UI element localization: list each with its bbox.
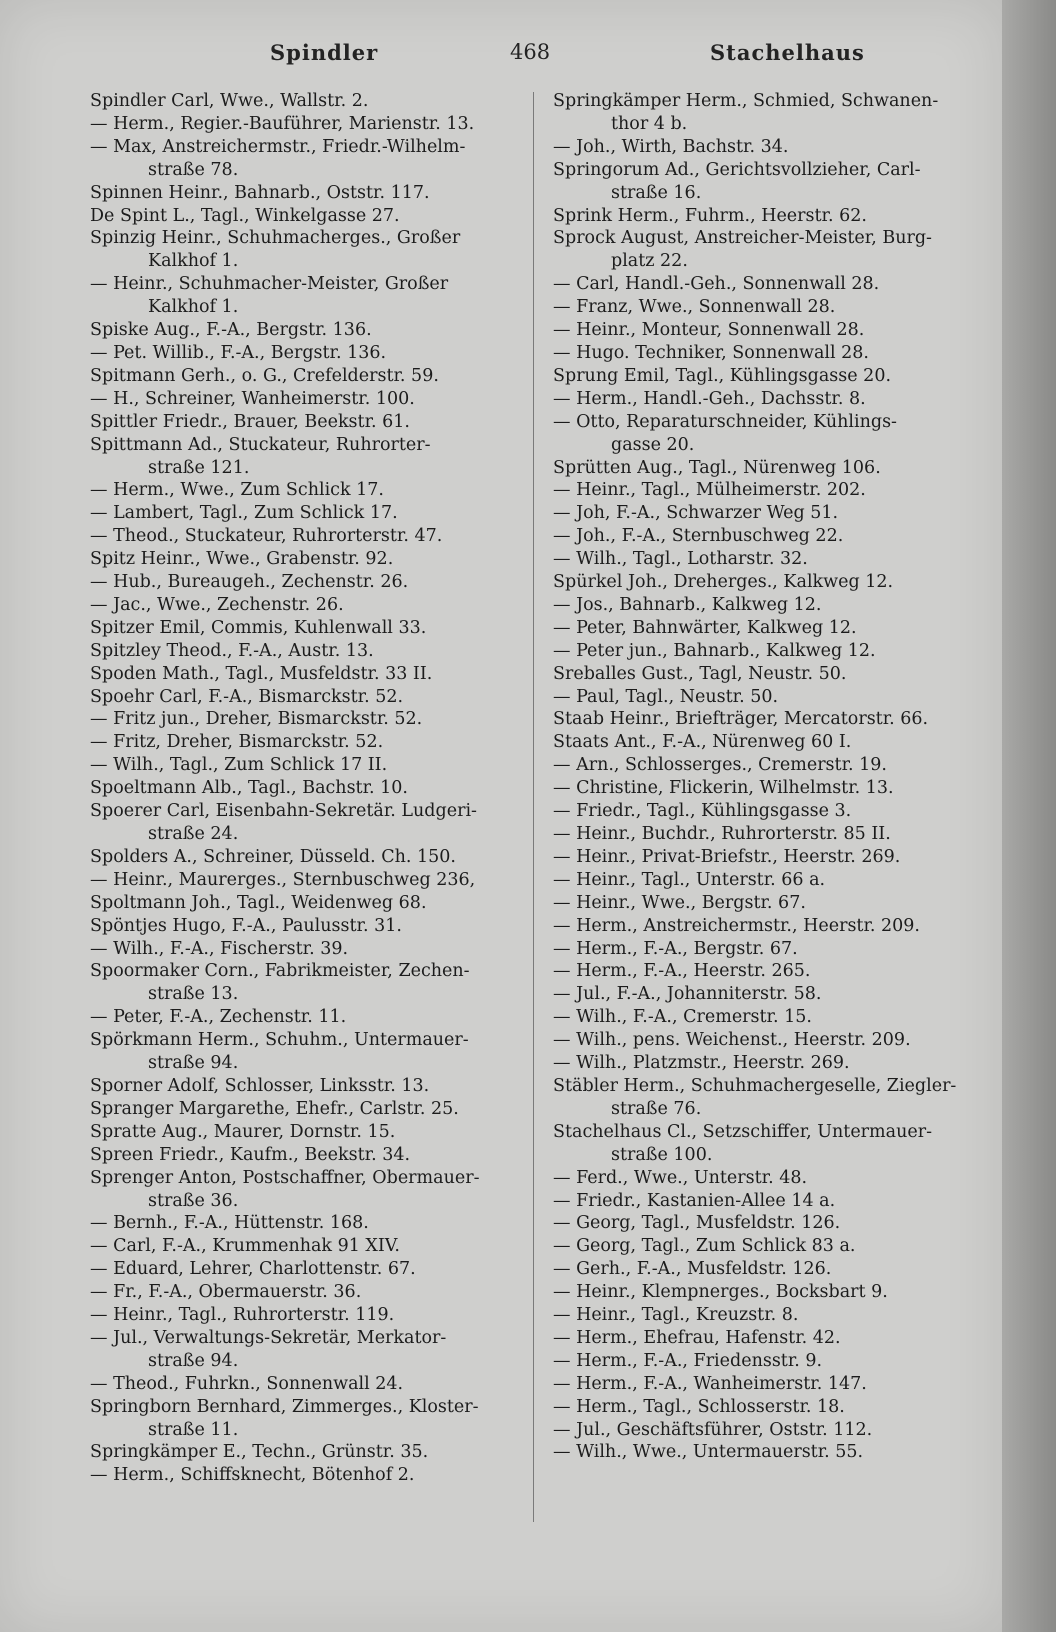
entry-line: Spreen Friedr., Kaufm., Beekstr. 34. <box>90 1144 411 1165</box>
entry-line: — H., Schreiner, Wanheimerstr. 100. <box>90 388 415 409</box>
entry-line: — Wilh., F.-A., Fischerstr. 39. <box>90 938 349 959</box>
entry-continuation: straße 94. <box>148 1350 239 1371</box>
directory-entry <box>553 1029 995 1052</box>
entry-line: Spoden Math., Tagl., Musfeldstr. 33 II. <box>90 663 433 684</box>
entry-line: Spittmann Ad., Stuckateur, Ruhrorter- <box>90 434 431 455</box>
directory-entry <box>553 663 995 686</box>
right-column <box>553 90 995 1464</box>
entry-continuation: straße 100. <box>611 1144 713 1165</box>
directory-entry <box>90 1235 532 1258</box>
directory-entry <box>90 1144 532 1167</box>
entry-line: — Peter, F.-A., Zechenstr. 11. <box>90 1007 347 1028</box>
directory-entry <box>553 1006 995 1029</box>
directory-entry <box>90 617 532 640</box>
entry-line: Sprock August, Anstreicher-Meister, Burg- <box>553 228 932 249</box>
entry-line: Spolders A., Schreiner, Düsseld. Ch. 150. <box>90 846 456 867</box>
directory-entry <box>553 1441 995 1464</box>
entry-line: Spoehr Carl, F.-A., Bismarckstr. 52. <box>90 686 404 707</box>
directory-entry <box>90 1464 532 1487</box>
page-number: 468 <box>510 40 551 64</box>
entry-line: — Herm., Anstreichermstr., Heerstr. 209. <box>553 915 920 936</box>
directory-entry <box>553 846 995 869</box>
directory-entry <box>90 663 532 686</box>
directory-entry <box>90 434 532 480</box>
directory-entry <box>553 617 995 640</box>
entry-line: Spöntjes Hugo, F.-A., Paulusstr. 31. <box>90 915 402 936</box>
entry-line: Staab Heinr., Briefträger, Mercatorstr. 66. <box>553 709 929 730</box>
directory-entry <box>90 708 532 731</box>
entry-continuation: straße 24. <box>148 824 239 844</box>
entry-line: Spindler Carl, Wwe., Wallstr. 2. <box>90 91 369 111</box>
directory-entry <box>90 731 532 754</box>
entry-line: — Jul., F.-A., Johanniterstr. 58. <box>553 984 822 1005</box>
directory-entry <box>90 548 532 571</box>
directory-entry <box>90 960 532 1006</box>
directory-entry <box>90 800 532 846</box>
entry-line: Spranger Margarethe, Ehefr., Carlstr. 25. <box>90 1098 459 1119</box>
entry-continuation: platz 22. <box>611 251 688 272</box>
directory-entry <box>90 1396 532 1442</box>
entry-continuation: straße 76. <box>611 1098 702 1119</box>
entry-continuation: straße 36. <box>148 1190 239 1211</box>
directory-entry <box>90 594 532 617</box>
entry-line: Spoormaker Corn., Fabrikmeister, Zechen- <box>90 961 470 982</box>
entry-continuation: straße 13. <box>148 984 239 1005</box>
directory-entry <box>553 411 995 457</box>
entry-line: — Herm., Wwe., Zum Schlick 17. <box>90 480 384 501</box>
directory-entry <box>553 1350 995 1373</box>
directory-entry <box>90 502 532 525</box>
directory-entry <box>553 800 995 823</box>
entry-continuation: straße 78. <box>148 159 239 180</box>
entry-line: Springborn Bernhard, Zimmerges., Kloster- <box>90 1396 479 1417</box>
entry-line: — Carl, F.-A., Krummenhak 91 XIV. <box>90 1236 400 1257</box>
entry-line: Springkämper E., Techn., Grünstr. 35. <box>90 1442 429 1463</box>
directory-entry <box>90 686 532 709</box>
entry-line: — Friedr., Kastanien-Allee 14 a. <box>553 1190 836 1211</box>
entry-line: — Carl, Handl.-Geh., Sonnenwall 28. <box>553 274 880 295</box>
directory-entry <box>553 457 995 480</box>
entry-line: — Wilh., pens. Weichenst., Heerstr. 209. <box>553 1030 911 1051</box>
entry-line: Sprenger Anton, Postschaffner, Obermauer- <box>90 1167 480 1188</box>
column-divider <box>533 92 534 1522</box>
entry-line: — Fr., F.-A., Obermauerstr. 36. <box>90 1282 362 1303</box>
entry-line: Stäbler Herm., Schuhmachergeselle, Ziegler- <box>553 1075 957 1096</box>
left-column <box>90 90 532 1487</box>
directory-entry <box>90 365 532 388</box>
directory-entry <box>553 686 995 709</box>
directory-entry <box>553 1419 995 1442</box>
entry-line: Spörkmann Herm., Schuhm., Untermauer- <box>90 1030 469 1051</box>
directory-entry <box>90 571 532 594</box>
header-first-name: Spindler <box>270 40 379 65</box>
entry-line: — Georg, Tagl., Musfeldstr. 126. <box>553 1213 841 1234</box>
directory-entry <box>90 227 532 273</box>
directory-entry <box>90 1327 532 1373</box>
entry-line: — Heinr., Tagl., Unterstr. 66 a. <box>553 869 826 890</box>
entry-line: — Herm., Regier.-Bauführer, Marienstr. 13. <box>90 113 475 134</box>
directory-entry <box>90 319 532 342</box>
entry-line: — Jul., Geschäftsführer, Oststr. 112. <box>553 1419 873 1440</box>
directory-entry <box>553 1190 995 1213</box>
entry-continuation: gasse 20. <box>611 434 695 455</box>
directory-entry <box>90 1075 532 1098</box>
entry-line: Sprink Herm., Fuhrm., Heerstr. 62. <box>553 205 867 226</box>
entry-line: — Wilh., F.-A., Cremerstr. 15. <box>553 1007 812 1028</box>
entry-line: Spittler Friedr., Brauer, Beekstr. 61. <box>90 411 410 432</box>
directory-entry <box>553 1281 995 1304</box>
directory-entry <box>553 90 995 136</box>
entry-continuation: Kalkhof 1. <box>148 251 239 272</box>
entry-line: — Heinr., Monteur, Sonnenwall 28. <box>553 320 865 341</box>
entry-line: — Heinr., Privat-Briefstr., Heerstr. 269. <box>553 846 901 867</box>
directory-entry <box>553 136 995 159</box>
directory-entry <box>90 342 532 365</box>
directory-entry <box>553 1327 995 1350</box>
directory-entry <box>553 915 995 938</box>
directory-entry <box>553 227 995 273</box>
directory-entry <box>553 479 995 502</box>
entry-line: — Georg, Tagl., Zum Schlick 83 a. <box>553 1236 856 1257</box>
directory-entry <box>553 273 995 296</box>
entry-line: Spoltmann Joh., Tagl., Weidenweg 68. <box>90 892 427 913</box>
directory-entry <box>553 1075 995 1121</box>
entry-line: — Herm., F.-A., Bergstr. 67. <box>553 938 798 959</box>
entry-continuation: straße 11. <box>148 1419 239 1440</box>
entry-line: Spratte Aug., Maurer, Dornstr. 15. <box>90 1121 396 1142</box>
entry-line: — Heinr., Tagl., Ruhrorterstr. 119. <box>90 1305 395 1326</box>
entry-line: — Herm., Schiffsknecht, Bötenhof 2. <box>90 1465 415 1486</box>
page-edge <box>1002 0 1056 1632</box>
directory-entry <box>553 319 995 342</box>
entry-line: Springorum Ad., Gerichtsvollzieher, Carl- <box>553 159 921 180</box>
entry-line: — Heinr., Maurerges., Sternbuschweg 236, <box>90 869 476 890</box>
directory-entry <box>553 388 995 411</box>
directory-entry <box>90 1121 532 1144</box>
entry-line: — Heinr., Tagl., Mülheimerstr. 202. <box>553 480 866 501</box>
running-header <box>90 40 990 80</box>
directory-entry <box>90 136 532 182</box>
entry-line: — Fritz jun., Dreher, Bismarckstr. 52. <box>90 709 423 730</box>
entry-line: — Max, Anstreichermstr., Friedr.-Wilhelm- <box>90 136 466 157</box>
directory-entry <box>553 640 995 663</box>
entry-line: — Heinr., Schuhmacher-Meister, Großer <box>90 274 449 295</box>
entry-line: — Eduard, Lehrer, Charlottenstr. 67. <box>90 1259 416 1280</box>
entry-line: — Heinr., Wwe., Bergstr. 67. <box>553 892 806 913</box>
directory-entry <box>90 411 532 434</box>
header-last-name: Stachelhaus <box>710 40 865 65</box>
entry-line: — Lambert, Tagl., Zum Schlick 17. <box>90 503 398 524</box>
entry-line: — Theod., Stuckateur, Ruhrorterstr. 47. <box>90 526 443 547</box>
entry-line: — Wilh., Tagl., Lotharstr. 32. <box>553 549 808 570</box>
directory-entry <box>553 296 995 319</box>
entry-line: Spinnen Heinr., Bahnarb., Oststr. 117. <box>90 182 430 203</box>
entry-line: Sporner Adolf, Schlosser, Linksstr. 13. <box>90 1075 430 1096</box>
entry-line: De Spint L., Tagl., Winkelgasse 27. <box>90 205 400 226</box>
directory-entry <box>553 1396 995 1419</box>
directory-entry <box>90 1304 532 1327</box>
directory-entry <box>553 1212 995 1235</box>
directory-entry <box>553 1167 995 1190</box>
entry-line: Spitzer Emil, Commis, Kuhlenwall 33. <box>90 617 427 638</box>
directory-entry <box>90 479 532 502</box>
directory-entry <box>90 273 532 319</box>
directory-entry <box>90 388 532 411</box>
entry-continuation: Kalkhof 1. <box>148 297 239 318</box>
directory-entry <box>553 159 995 205</box>
entry-line: — Hub., Bureaugeh., Zechenstr. 26. <box>90 572 409 593</box>
directory-entry <box>90 1212 532 1235</box>
entry-line: — Pet. Willib., F.-A., Bergstr. 136. <box>90 342 387 363</box>
directory-entry <box>553 892 995 915</box>
entry-line: Staats Ant., F.-A., Nürenweg 60 I. <box>553 732 852 753</box>
directory-entry <box>553 594 995 617</box>
entry-line: — Herm., Tagl., Schlosserstr. 18. <box>553 1396 845 1417</box>
entry-line: Spürkel Joh., Dreherges., Kalkweg 12. <box>553 572 894 593</box>
directory-entry <box>553 938 995 961</box>
entry-line: — Wilh., Tagl., Zum Schlick 17 II. <box>90 755 388 776</box>
directory-entry <box>90 182 532 205</box>
directory-entry <box>90 1029 532 1075</box>
entry-line: — Joh., F.-A., Sternbuschweg 22. <box>553 526 844 547</box>
directory-entry <box>553 754 995 777</box>
entry-line: Spiske Aug., F.-A., Bergstr. 136. <box>90 320 372 341</box>
entry-line: — Herm., F.-A., Heerstr. 265. <box>553 961 811 982</box>
directory-entry <box>90 1098 532 1121</box>
entry-line: Springkämper Herm., Schmied, Schwanen- <box>553 91 939 111</box>
entry-line: — Herm., Handl.-Geh., Dachsstr. 8. <box>553 388 866 409</box>
entry-continuation: straße 94. <box>148 1053 239 1074</box>
directory-entry <box>553 1235 995 1258</box>
directory-entry <box>553 731 995 754</box>
entry-line: — Fritz, Dreher, Bismarckstr. 52. <box>90 732 384 753</box>
directory-entry <box>90 777 532 800</box>
entry-line: — Heinr., Klempnerges., Bocksbart 9. <box>553 1282 888 1303</box>
directory-entry <box>90 640 532 663</box>
entry-continuation: thor 4 b. <box>611 113 688 134</box>
directory-entry <box>90 1373 532 1396</box>
directory-entry <box>90 754 532 777</box>
directory-entry <box>90 938 532 961</box>
directory-entry <box>90 113 532 136</box>
directory-entry <box>553 869 995 892</box>
entry-line: — Otto, Reparaturschneider, Kühlings- <box>553 411 897 432</box>
directory-entry <box>90 525 532 548</box>
entry-line: — Joh., Wirth, Bachstr. 34. <box>553 136 789 157</box>
entry-continuation: straße 16. <box>611 182 702 203</box>
directory-entry <box>90 915 532 938</box>
directory-entry <box>90 846 532 869</box>
entry-line: — Wilh., Wwe., Untermauerstr. 55. <box>553 1442 864 1463</box>
entry-line: Spoerer Carl, Eisenbahn-Sekretär. Ludgeri- <box>90 801 477 822</box>
directory-entry <box>553 1304 995 1327</box>
directory-entry <box>90 90 532 113</box>
directory-entry <box>90 1258 532 1281</box>
directory-entry <box>553 983 995 1006</box>
directory-entry <box>553 342 995 365</box>
entry-line: — Friedr., Tagl., Kühlingsgasse 3. <box>553 801 852 822</box>
entry-continuation: straße 121. <box>148 457 250 478</box>
entry-line: — Heinr., Tagl., Kreuzstr. 8. <box>553 1305 799 1326</box>
directory-entry <box>90 205 532 228</box>
entry-line: — Jos., Bahnarb., Kalkweg 12. <box>553 594 822 615</box>
entry-line: — Herm., Ehefrau, Hafenstr. 42. <box>553 1327 841 1348</box>
entry-line: Spoeltmann Alb., Tagl., Bachstr. 10. <box>90 778 408 799</box>
directory-entry <box>553 1052 995 1075</box>
directory-entry <box>90 1441 532 1464</box>
entry-line: Spitz Heinr., Wwe., Grabenstr. 92. <box>90 549 394 570</box>
entry-line: — Peter jun., Bahnarb., Kalkweg 12. <box>553 640 876 661</box>
directory-entry <box>553 1373 995 1396</box>
entry-line: Spitmann Gerh., o. G., Crefelderstr. 59. <box>90 365 439 386</box>
entry-line: Stachelhaus Cl., Setzschiffer, Untermauer- <box>553 1121 932 1142</box>
directory-entry <box>553 502 995 525</box>
directory-entry <box>553 365 995 388</box>
directory-entry <box>553 548 995 571</box>
directory-entry <box>553 1121 995 1167</box>
directory-entry <box>553 777 995 800</box>
directory-entry <box>553 960 995 983</box>
directory-entry <box>90 892 532 915</box>
directory-entry <box>90 1281 532 1304</box>
entry-line: — Christine, Flickerin, Wilhelmstr. 13. <box>553 778 894 799</box>
directory-entry <box>553 823 995 846</box>
entry-line: Sreballes Gust., Tagl, Neustr. 50. <box>553 663 847 684</box>
entry-line: — Theod., Fuhrkn., Sonnenwall 24. <box>90 1373 404 1394</box>
entry-line: — Paul, Tagl., Neustr. 50. <box>553 686 779 707</box>
entry-line: — Heinr., Buchdr., Ruhrorterstr. 85 II. <box>553 824 891 844</box>
directory-entry <box>90 869 532 892</box>
entry-line: — Arn., Schlosserges., Cremerstr. 19. <box>553 755 887 776</box>
entry-line: — Gerh., F.-A., Musfeldstr. 126. <box>553 1259 832 1280</box>
directory-entry <box>90 1167 532 1213</box>
directory-entry <box>553 525 995 548</box>
entry-line: — Jac., Wwe., Zechenstr. 26. <box>90 594 344 615</box>
entry-line: — Ferd., Wwe., Unterstr. 48. <box>553 1167 808 1188</box>
directory-entry <box>90 1006 532 1029</box>
entry-line: — Hugo. Techniker, Sonnenwall 28. <box>553 342 869 363</box>
entry-line: — Franz, Wwe., Sonnenwall 28. <box>553 297 836 318</box>
directory-entry <box>553 708 995 731</box>
entry-line: — Peter, Bahnwärter, Kalkweg 12. <box>553 617 857 638</box>
entry-line: Sprütten Aug., Tagl., Nürenweg 106. <box>553 457 881 478</box>
directory-entry <box>553 571 995 594</box>
entry-line: — Wilh., Platzmstr., Heerstr. 269. <box>553 1053 850 1074</box>
entry-line: — Jul., Verwaltungs-Sekretär, Merkator- <box>90 1327 447 1348</box>
directory-entry <box>553 205 995 228</box>
entry-line: Spitzley Theod., F.-A., Austr. 13. <box>90 640 374 661</box>
entry-line: — Joh, F.-A., Schwarzer Weg 51. <box>553 503 839 524</box>
entry-line: — Herm., F.-A., Friedensstr. 9. <box>553 1350 823 1371</box>
entry-line: Spinzig Heinr., Schuhmacherges., Großer <box>90 228 461 249</box>
directory-entry <box>553 1258 995 1281</box>
entry-line: — Herm., F.-A., Wanheimerstr. 147. <box>553 1373 867 1394</box>
entry-line: Sprung Emil, Tagl., Kühlingsgasse 20. <box>553 365 892 386</box>
entry-line: — Bernh., F.-A., Hüttenstr. 168. <box>90 1213 369 1234</box>
